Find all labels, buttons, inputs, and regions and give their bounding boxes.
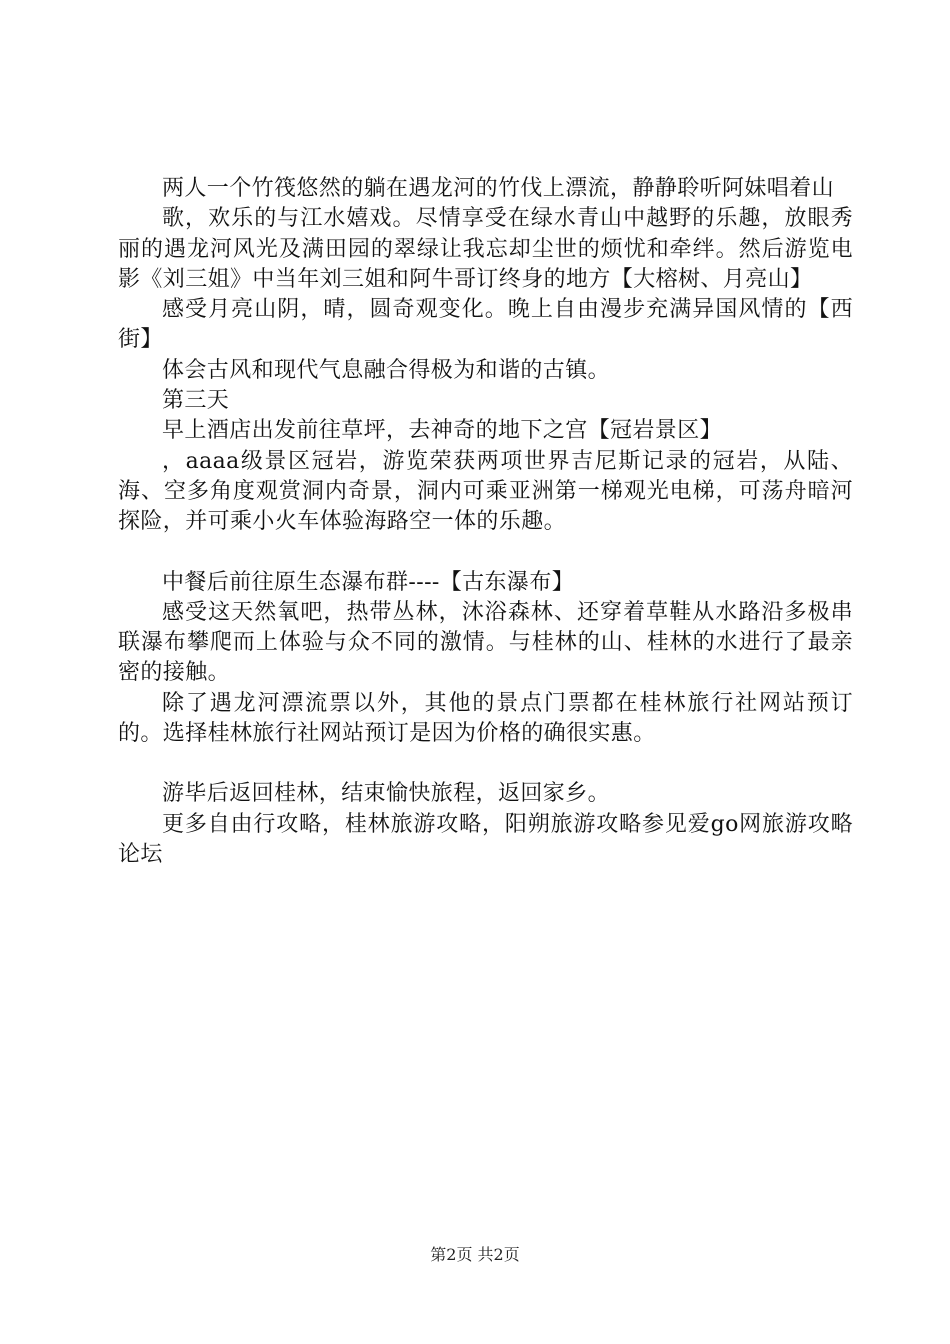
- paragraph: 体会古风和现代气息融合得极为和谐的古镇。: [162, 357, 611, 383]
- document-body: [118, 174, 853, 870]
- section-heading-day-three: 第三天: [162, 388, 230, 414]
- paragraph: 两人一个竹筏悠然的躺在遇龙河的竹伐上漂流，静静聆听阿妹唱着山: [162, 176, 835, 201]
- page-number-footer: 第2页 共2页: [430, 1245, 520, 1264]
- paragraph: 中餐后前往原生态瀑布群----【古东瀑布】: [162, 569, 575, 595]
- paragraph-spacer: [118, 749, 853, 779]
- paragraph: 感受月亮山阴，晴，圆奇观变化。晚上自由漫步充满异国风情的【西街】: [118, 297, 853, 353]
- paragraph: 感受这天然氧吧，热带丛林，沐浴森林、还穿着草鞋从水路沿多极串联瀑布攀爬而上体验与众不同的激情。与桂林的山、桂林的水进行了最亲密的接触。: [118, 599, 853, 686]
- paragraph: 更多自由行攻略，桂林旅游攻略，阳朔旅游攻略参见爱go网旅游攻略论坛: [118, 811, 853, 867]
- paragraph: 游毕后返回桂林，结束愉快旅程，返回家乡。: [162, 781, 611, 807]
- paragraph: 歌，欢乐的与江水嬉戏。尽情享受在绿水青山中越野的乐趣，放眼秀丽的遇龙河风光及满田园的翠绿让我忘却尘世的烦忧和牵绊。然后游览电影《刘三姐》中当年刘三姐和阿牛哥订终身的地方【大榕树、月亮山】: [118, 206, 853, 292]
- paragraph: 除了遇龙河漂流票以外，其他的景点门票都在桂林旅行社网站预订的。选择桂林旅行社网站预订是因为价格的确很实惠。: [118, 690, 853, 747]
- paragraph: ，aaaa级景区冠岩，游览荣获两项世界吉尼斯记录的冠岩，从陆、海、空多角度观赏洞内奇景，洞内可乘亚洲第一梯观光电梯，可荡舟暗河探险，并可乘小火车体验海路空一体的乐趣。: [118, 448, 853, 535]
- paragraph: 早上酒店出发前往草坪，去神奇的地下之宫【冠岩景区】: [162, 418, 723, 444]
- paragraph-spacer: [118, 538, 853, 568]
